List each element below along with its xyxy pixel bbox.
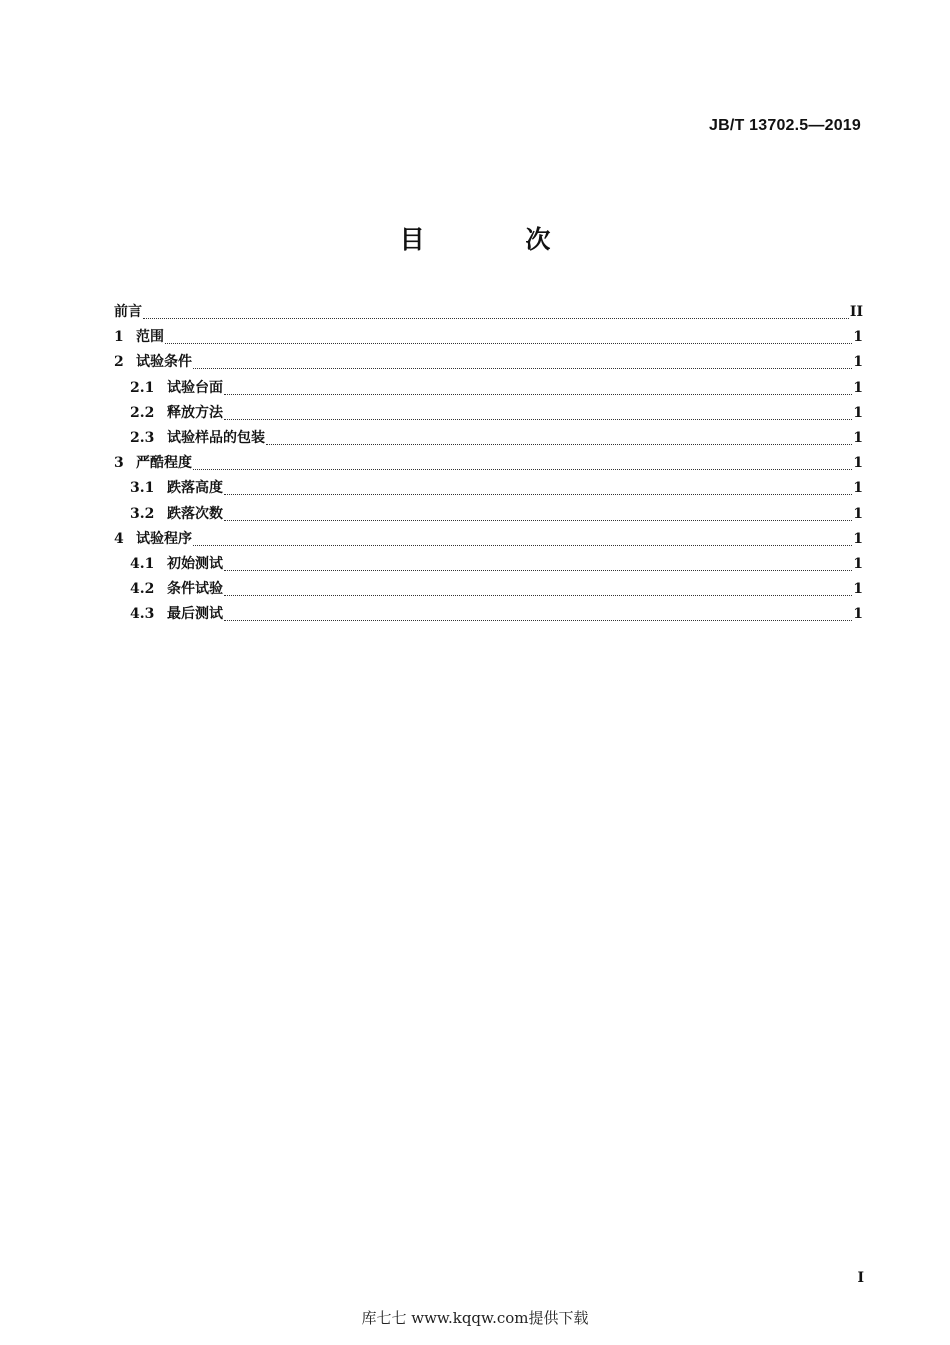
toc-entry-label: 范围 [136,329,164,346]
toc-entry[interactable] [114,527,863,552]
table-of-contents [114,300,863,627]
toc-entry[interactable] [114,602,863,627]
toc-dot-leader [224,570,852,571]
toc-entry-number: 4 [114,530,124,547]
toc-entry-label: 最后测试 [167,606,223,623]
toc-entry-page: 1 [853,429,863,446]
toc-entry-label: 试验样品的包装 [167,429,265,446]
footer-watermark: 库七七 www.kqqw.com提供下载 [361,1309,589,1327]
toc-entry-label: 释放方法 [167,404,223,421]
standard-code: JB/T 13702.5—2019 [709,117,861,134]
toc-entry[interactable] [114,376,863,401]
toc-entry-page: II [849,304,863,320]
toc-dot-leader [224,620,852,621]
toc-entry-page: 1 [853,480,863,497]
toc-entry-label: 跌落高度 [167,480,223,497]
toc-entry-number: 4.3 [130,606,155,623]
toc-entry-label: 试验程序 [136,530,192,547]
toc-entry-page: 1 [853,354,863,371]
page-title: 目 次 [399,225,597,254]
toc-entry[interactable] [114,300,863,325]
toc-entry-number: 3 [114,455,124,472]
toc-entry[interactable] [114,476,863,501]
toc-entry-page: 1 [853,455,863,472]
toc-entry-number: 2.1 [130,379,155,396]
toc-entry-label: 试验条件 [136,354,192,371]
toc-entry-page: 1 [853,505,863,522]
toc-entry-page: 1 [853,581,863,598]
toc-entry-number: 2 [114,354,124,371]
toc-entry[interactable] [114,577,863,602]
toc-dot-leader [193,545,852,546]
toc-dot-leader [165,343,852,344]
toc-entry-number: 2.3 [130,429,155,446]
toc-dot-leader [143,318,849,319]
toc-entry-page: 1 [853,404,863,421]
toc-dot-leader [193,469,852,470]
toc-entry[interactable] [114,552,863,577]
toc-entry-number: 3.1 [130,480,155,497]
toc-entry-number: 2.2 [130,404,155,421]
toc-entry-number: 1 [114,329,124,346]
toc-entry-label: 试验台面 [167,379,223,396]
toc-entry-number: 4.2 [130,581,155,598]
toc-entry-label: 跌落次数 [167,505,223,522]
toc-entry-label: 条件试验 [167,581,223,598]
toc-entry-page: 1 [853,555,863,572]
toc-entry-label: 前言 [114,304,142,320]
toc-entry[interactable] [114,350,863,375]
toc-entry-number: 4.1 [130,555,155,572]
toc-dot-leader [193,368,852,369]
toc-entry-label: 初始测试 [167,555,223,572]
toc-entry[interactable] [114,325,863,350]
page-number: I [857,1270,864,1286]
toc-entry-number: 3.2 [130,505,155,522]
toc-entry-page: 1 [853,530,863,547]
toc-dot-leader [224,595,852,596]
toc-dot-leader [224,419,852,420]
toc-entry-page: 1 [853,379,863,396]
toc-dot-leader [224,520,852,521]
toc-entry-label: 严酷程度 [136,455,192,472]
toc-entry-page: 1 [853,606,863,623]
toc-entry[interactable] [114,451,863,476]
toc-dot-leader [266,444,852,445]
toc-entry[interactable] [114,426,863,451]
toc-dot-leader [224,394,852,395]
toc-entry[interactable] [114,401,863,426]
toc-entry[interactable] [114,502,863,527]
toc-entry-page: 1 [853,329,863,346]
toc-dot-leader [224,494,852,495]
